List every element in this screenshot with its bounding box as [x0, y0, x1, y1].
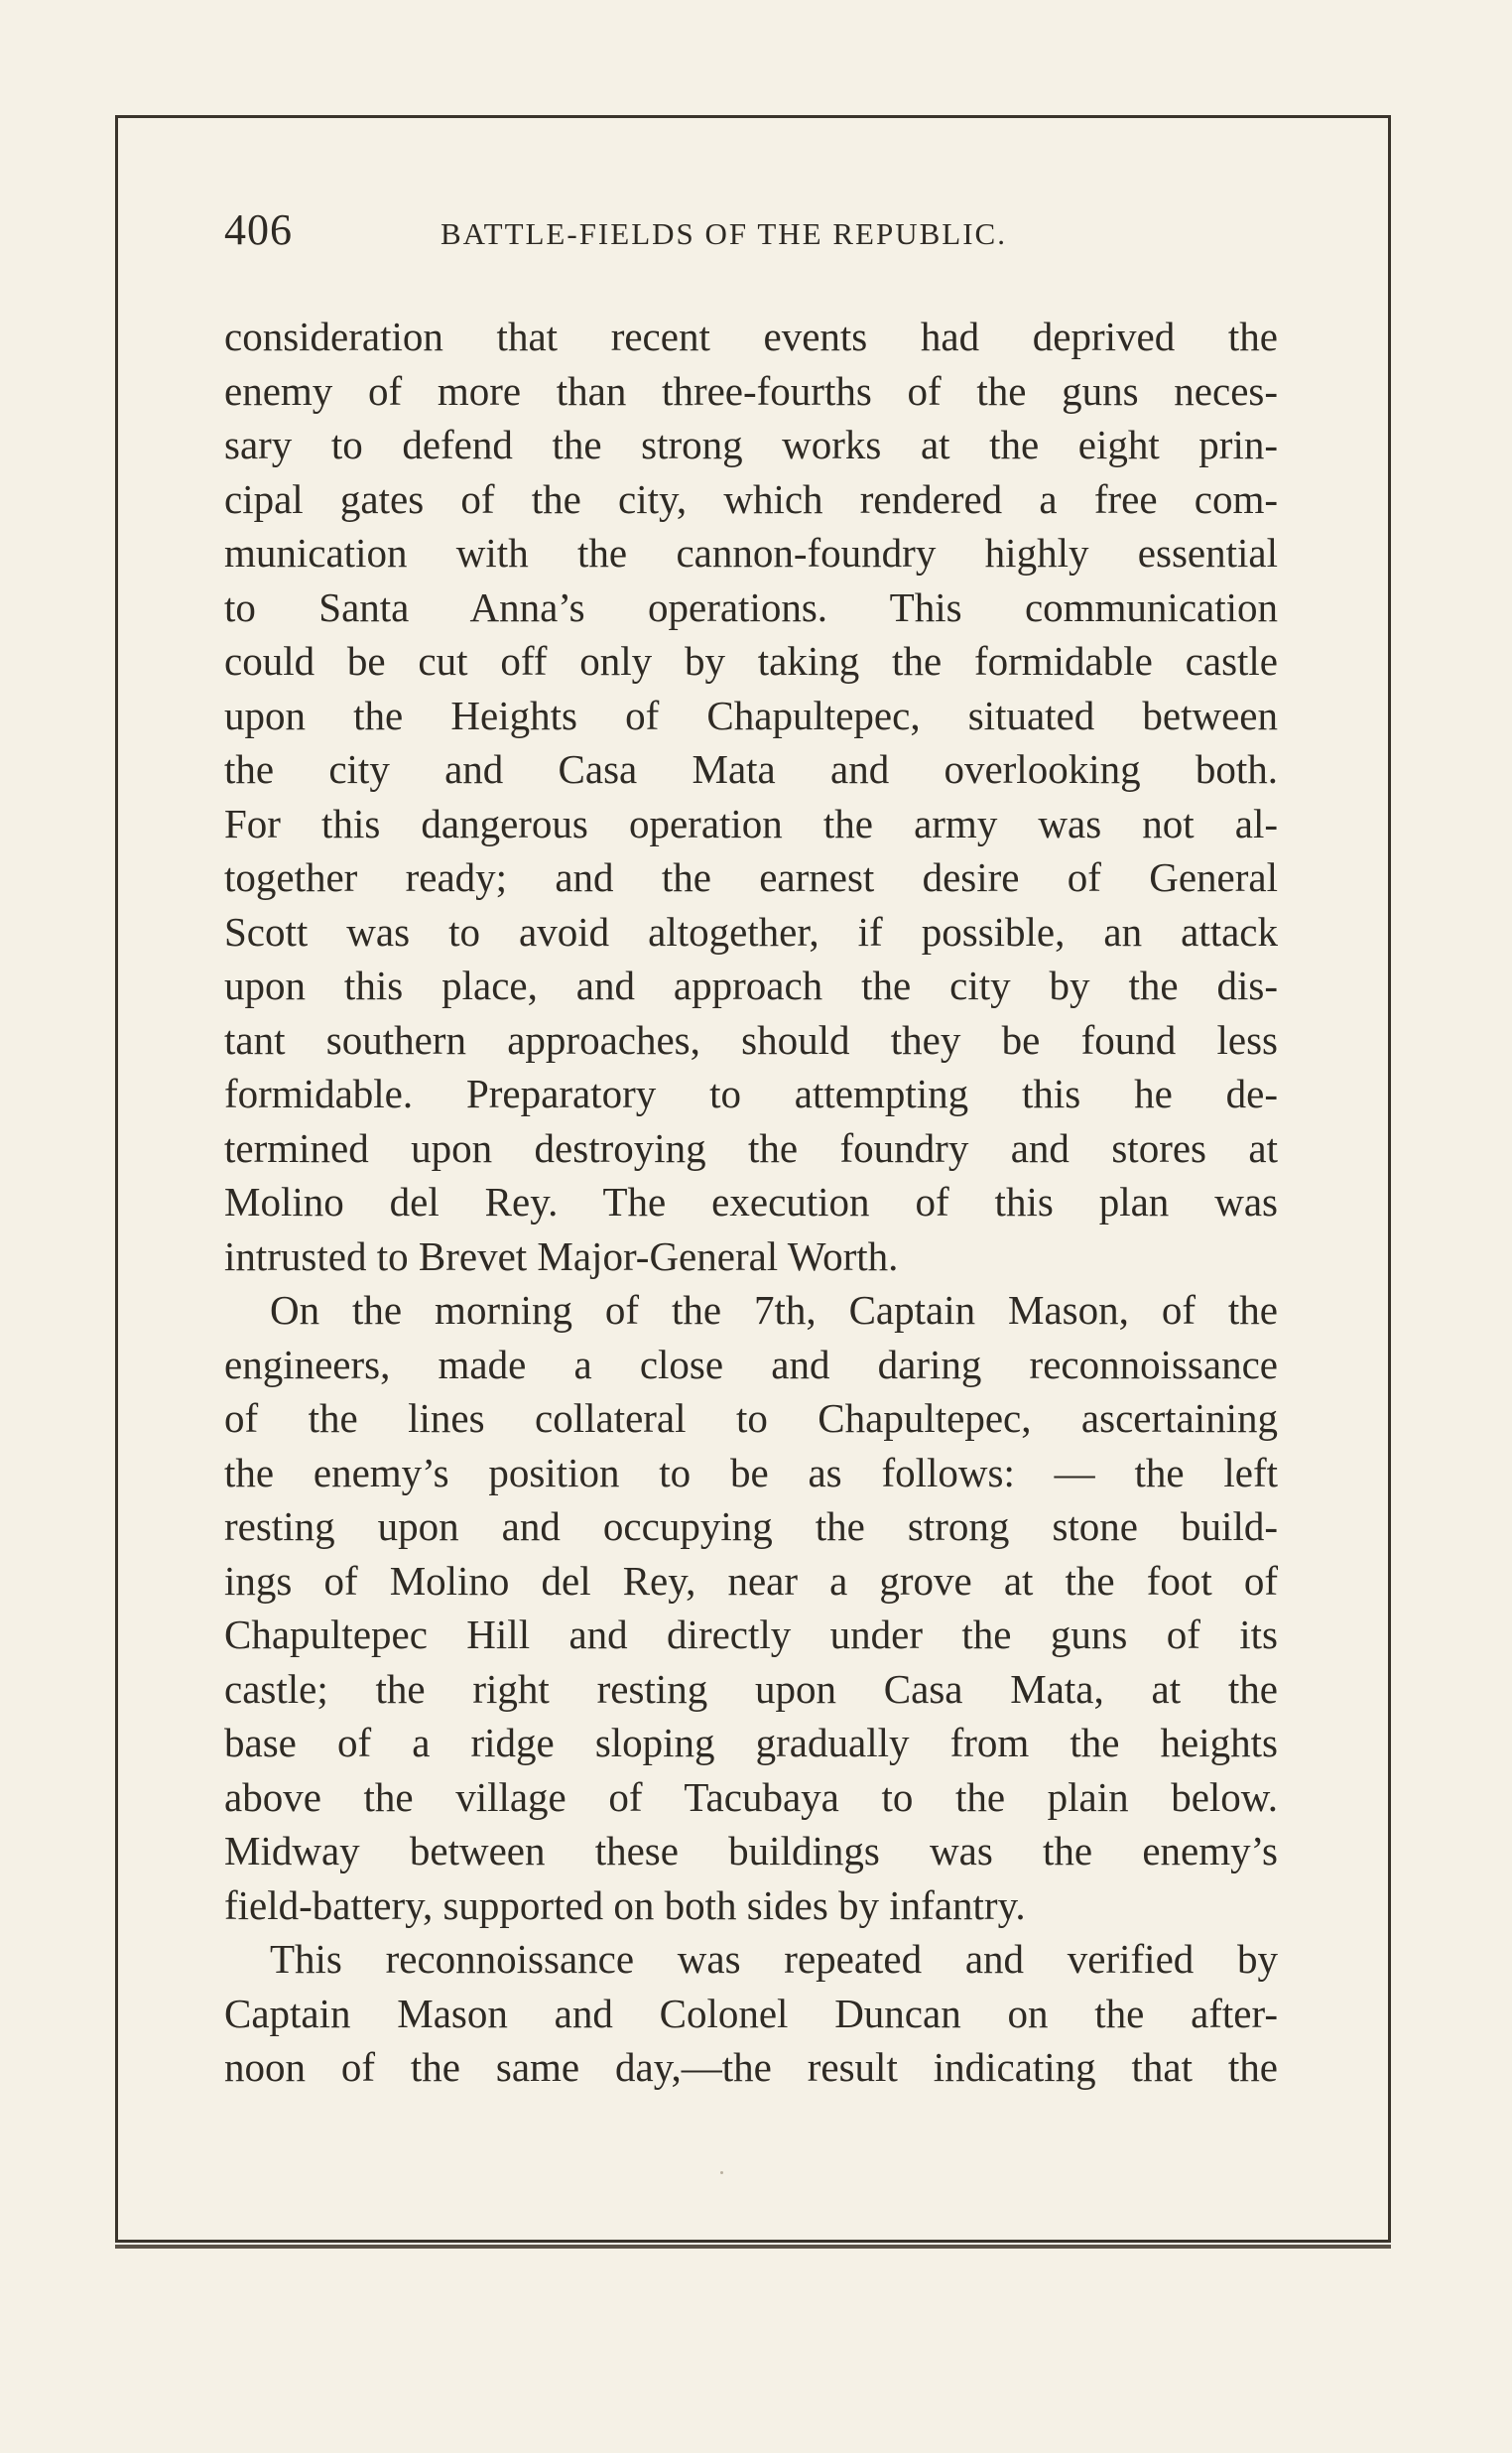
- text-line: ings of Molino del Rey, near a grove at the foot of: [224, 1557, 1278, 1604]
- text-line: the enemy’s position to be as follows: — the left: [224, 1449, 1278, 1495]
- text-line: to Santa Anna’s operations. This communication: [224, 583, 1278, 630]
- text-line: This reconnoissance was repeated and verified by: [270, 1936, 1278, 1982]
- text-line: Molino del Rey. The execution of this plan was: [224, 1179, 1278, 1225]
- text-line: noon of the same day,—the result indicating that the: [224, 2044, 1278, 2090]
- text-line: of the lines collateral to Chapultepec, ascertaining: [224, 1395, 1278, 1441]
- text-line: Scott was to avoid altogether, if possible, an attack: [224, 908, 1278, 955]
- text-line: termined upon destroying the foundry and stores at: [224, 1124, 1278, 1171]
- text-line: above the village of Tacubaya to the plain below.: [224, 1773, 1278, 1820]
- text-line: field-battery, supported on both sides by infantry.: [224, 1881, 1026, 1928]
- text-line: intrusted to Brevet Major-General Worth.: [224, 1232, 899, 1279]
- text-line: resting upon and occupying the strong stone build-: [224, 1503, 1278, 1549]
- text-line: For this dangerous operation the army was not al-: [224, 800, 1278, 846]
- text-line: tant southern approaches, should they be found less: [224, 1016, 1278, 1063]
- text-line: cipal gates of the city, which rendered a free com-: [224, 475, 1278, 522]
- text-line: On the morning of the 7th, Captain Mason, of the: [270, 1287, 1278, 1333]
- page-border-bottom-rule: [115, 2245, 1391, 2249]
- text-line: Midway between these buildings was the enemy’s: [224, 1828, 1278, 1873]
- page-number: 406: [224, 205, 293, 254]
- text-line: Chapultepec Hill and directly under the guns of its: [224, 1612, 1278, 1657]
- text-line: consideration that recent events had deprived the: [224, 314, 1278, 359]
- text-line: Captain Mason and Colonel Duncan on the after-: [224, 1990, 1278, 2036]
- body-text: [224, 310, 1278, 2095]
- text-line: upon this place, and approach the city by the dis-: [224, 963, 1278, 1008]
- running-head: [224, 204, 1276, 264]
- text-line: enemy of more than three-fourths of the guns neces-: [224, 367, 1278, 414]
- text-line: together ready; and the earnest desire of General: [224, 854, 1278, 900]
- text-line: upon the Heights of Chapultepec, situated between: [224, 692, 1278, 738]
- running-title: BATTLE-FIELDS OF THE REPUBLIC.: [441, 216, 1007, 251]
- text-line: engineers, made a close and daring reconnoissance: [224, 1341, 1278, 1387]
- text-line: munication with the cannon-foundry highly essential: [224, 530, 1278, 576]
- text-line: formidable. Preparatory to attempting this he de-: [224, 1071, 1278, 1116]
- text-line: the city and Casa Mata and overlooking both.: [224, 746, 1278, 792]
- text-line: castle; the right resting upon Casa Mata, at the: [224, 1665, 1278, 1712]
- text-line: could be cut off only by taking the formidable castle: [224, 638, 1278, 684]
- text-line: base of a ridge sloping gradually from the heights: [224, 1720, 1278, 1765]
- text-line: sary to defend the strong works at the eight prin-: [224, 422, 1278, 467]
- paper-speck: [720, 2171, 723, 2174]
